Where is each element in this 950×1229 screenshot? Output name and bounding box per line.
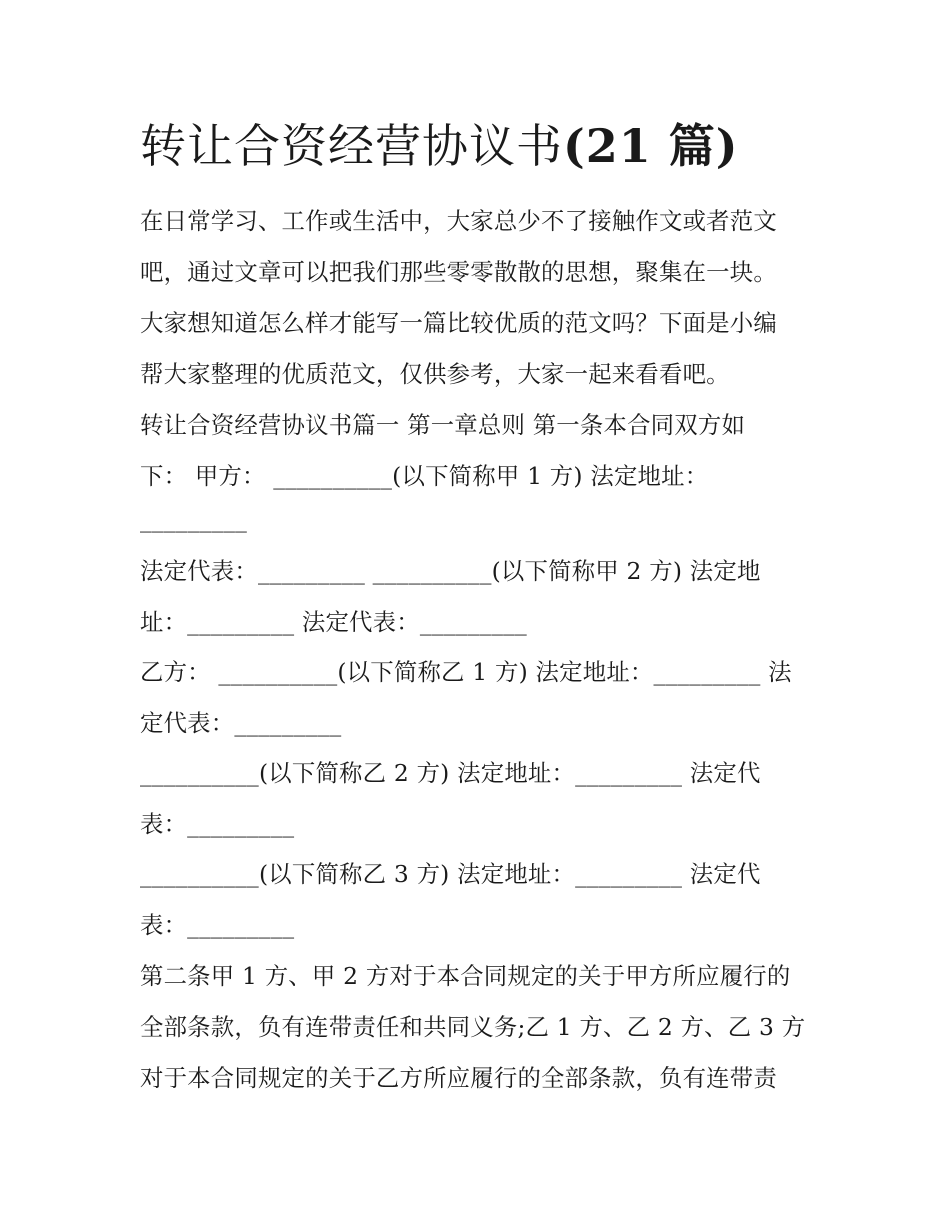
paragraph-line: 乙方： __________(以下简称乙 1 方) 法定地址：_________ 法 bbox=[140, 658, 792, 686]
paragraph-line: 法定代表：_________ __________(以下简称甲 2 方) 法定地 bbox=[140, 557, 761, 585]
paragraph-line: 在日常学习、工作或生活中，大家总少不了接触作文或者范文 bbox=[140, 207, 777, 235]
paragraph-line: _________ bbox=[140, 505, 248, 533]
paragraph-line: 对于本合同规定的关于乙方所应履行的全部条款，负有连带责 bbox=[140, 1064, 777, 1092]
paragraph-line: 下： 甲方： __________(以下简称甲 1 方) 法定地址： bbox=[140, 462, 709, 490]
paragraph-line: 第二条甲 1 方、甲 2 方对于本合同规定的关于甲方所应履行的 bbox=[140, 962, 791, 990]
paragraph-line: 帮大家整理的优质范文，仅供参考，大家一起来看看吧。 bbox=[140, 360, 730, 388]
title-count: (21 篇) bbox=[563, 119, 739, 173]
paragraph-line: 址：_________ 法定代表：_________ bbox=[140, 608, 527, 636]
paragraph-line: 吧，通过文章可以把我们那些零零散散的思想，聚集在一块。 bbox=[140, 258, 777, 286]
paragraph-line: 大家想知道怎么样才能写一篇比较优质的范文吗？下面是小编 bbox=[140, 309, 777, 337]
paragraph-line: 全部条款，负有连带责任和共同义务;乙 1 方、乙 2 方、乙 3 方 bbox=[140, 1013, 806, 1041]
title-main: 转让合资经营协议书 bbox=[140, 119, 563, 173]
paragraph-line: 转让合资经营协议书篇一 第一章总则 第一条本合同双方如 bbox=[140, 411, 746, 439]
paragraph-line: 表：_________ bbox=[140, 810, 295, 838]
paragraph-line: 定代表：_________ bbox=[140, 709, 342, 737]
paragraph-line: __________(以下简称乙 2 方) 法定地址：_________ 法定代 bbox=[140, 759, 761, 787]
document-title bbox=[140, 114, 739, 178]
paragraph-line: __________(以下简称乙 3 方) 法定地址：_________ 法定代 bbox=[140, 860, 761, 888]
paragraph-line: 表：_________ bbox=[140, 911, 295, 939]
